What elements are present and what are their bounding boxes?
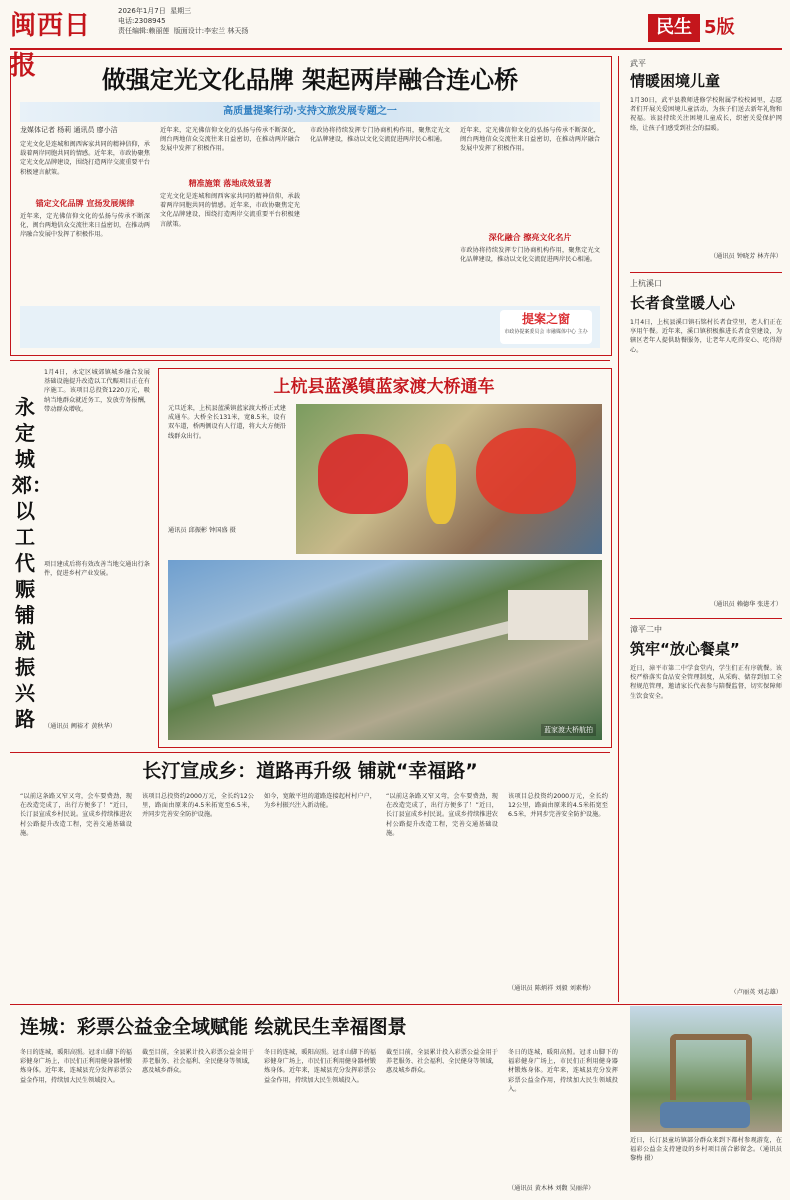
masthead-info [118, 6, 248, 36]
lead-title: 做强定光文化品牌 架起两岸融合连心桥 [101, 66, 519, 94]
page-number: 5版 [704, 17, 735, 38]
changting-col3: 如今，宽敞平坦的道路连接起村村户户，为乡村振兴注入新动能。 [264, 793, 376, 810]
yongding-byline: （通讯员 阙裕才 黄秋华） [44, 723, 116, 730]
section-divider [10, 360, 610, 361]
lead-subhead-2: 精准施策 落地成效显著 [188, 179, 272, 188]
lead-col2-text: 近年来，定光佛信仰文化的弘扬与传承不断深化，闽台两地信众交流往来日益密切，在推动两岸融合发展中发挥了积极作用。 [160, 127, 300, 153]
liancheng-col2: 截至目前，全县累计投入彩票公益金用于养老服务、社会福利、全民健身等领域，惠及城乡群众。 [142, 1049, 254, 1075]
section-name: 民生 [648, 14, 700, 42]
proposal-window-badge [500, 310, 592, 344]
lion-costume-shape [318, 434, 408, 514]
group-shape [660, 1102, 750, 1128]
yongding-text-2: 项目建成后将有效改善当地交通出行条件，促进乡村产业发展。 [44, 561, 150, 578]
liancheng-col4: 截至目前，全县累计投入彩票公益金用于养老服务、社会福利、全民健身等领域，惠及城乡群众。 [386, 1049, 498, 1075]
section-divider [10, 752, 610, 753]
zhangping-title: 筑牢“放心餐桌” [630, 640, 740, 658]
yongding-text: 1月4日，永定区城郊镇城乡融合发展基础设施提升改造以工代赈项目正在有序施工。该项目总投资1220万元，吸纳当地群众就近务工，发放劳务报酬，带动群众增收。 [44, 369, 150, 413]
lead-subhead-1: 锚定文化品牌 宣扬发展规律 [35, 199, 135, 208]
wuping-byline: （通讯员 钟晓芳 林卉萍） [710, 253, 782, 260]
bridge-title: 上杭县蓝溪镇蓝家渡大桥通车 [273, 377, 495, 397]
lead-byline: 龙媒体记者 杨莉 通讯员 廖小洁 [20, 126, 118, 134]
buildings-shape [508, 590, 588, 640]
zhangping-byline: （卢丽英 刘志雄） [730, 989, 782, 996]
issue-date: 2026年1月7日 [118, 7, 166, 15]
zhangping-kicker: 漳平二中 [630, 625, 662, 634]
lion-costume-shape-2 [476, 428, 576, 514]
lead-col4-text: 近年来，定光佛信仰文化的弘扬与传承不断深化，闽台两地信众交流往来日益密切，在推动两岸融合发展中发挥了积极作用。 [460, 127, 600, 153]
zhangping-text: 近日，漳平市第二中学食堂内，学生们正有序就餐。该校严格落实食品安全管理制度，从采购、储存到加工全程规范管理，邀请家长代表参与陪餐监督，切实保障师生饮食安全。 [630, 665, 782, 700]
column-divider [618, 56, 619, 1002]
lead-col4-paragraph: 市政协将持续发挥专门协商机构作用，聚焦定光文化品牌建设，推动以文化交流促进两岸民心相通。 [460, 247, 600, 264]
editor: 责任编辑:赖丽莲 [118, 27, 170, 35]
right-divider [630, 618, 782, 619]
village-gate-photo [630, 1006, 782, 1132]
village-gate-caption: 近日，长汀县童坊镇部分群众来到下都村参观游览，在福彩公益金支持建设的乡村项目前合影留念。（通讯员 黎梅 摄） [630, 1137, 782, 1163]
proposal-window-sub: 市政协提案委员会 市融媒体中心 主办 [504, 329, 588, 335]
changting-col1: “以前这条路又窄又弯，会车要费劲，现在改造完成了，出行方便多了！”近日，长汀县宣成乡村民说。宣成乡持续推进农村公路提升改造工程，完善交通基础设施。 [20, 793, 132, 837]
lead-col2-paragraph: 定光文化是连城和闽西客家共同的精神信仰，承载着两岸同胞共同的情感。近年来，市政协聚焦定光文化品牌建设，围绕打造两岸交流重要平台积极建言献策。 [160, 193, 300, 228]
xikou-byline: （通讯员 赖德华 张进才） [710, 601, 782, 608]
bridge-photo-caption: 蓝家渡大桥航拍 [541, 724, 596, 736]
xikou-title: 长者食堂暖人心 [630, 294, 736, 312]
changting-col4: “以前这条路又窄又弯，会车要费劲，现在改造完成了，出行方便多了！”近日，长汀县宣成乡村民说。宣成乡持续推进农村公路提升改造工程，完善交通基础设施。 [386, 793, 498, 837]
wuping-title: 情暖困境儿童 [630, 72, 721, 90]
xikou-kicker: 上杭溪口 [630, 279, 662, 288]
bridge-text: 元旦近来，上杭县蓝溪镇蓝家渡大桥正式建成通车。大桥全长131米，宽8.5米，设有双车道，桥两侧设有人行道，将大大方便沿线群众出行。 [168, 405, 286, 440]
xikou-text: 1月4日，上杭县溪口镇石铭村长者食堂里，老人们正在享用午餐。近年来，溪口镇积极推进长者食堂建设，为辖区老年人提供助餐服务，让老年人吃得安心、吃得舒心。 [630, 319, 782, 354]
changting-byline: （通讯员 陈炳祥 刘毅 刘素梅） [508, 985, 595, 992]
liancheng-byline: （通讯员 黄木林 刘馥 吴丽萍） [508, 1185, 595, 1192]
liancheng-col1: 冬日的连城，暖阳高照。冠豸山脚下的福彩健身广场上，市民们正利用健身器材锻炼身体。近年来，连城县充分发挥彩票公益金作用，持续加大民生领域投入。 [20, 1049, 132, 1084]
section-label [648, 14, 735, 42]
wuping-kicker: 武平 [630, 59, 646, 68]
liancheng-col5: 冬日的连城，暖阳高照。冠豸山脚下的福彩健身广场上，市民们正利用健身器材锻炼身体。近年来，连城县充分发挥彩票公益金作用，持续加大民生领域投入。 [508, 1049, 618, 1093]
liancheng-col3: 冬日的连城，暖阳高照。冠豸山脚下的福彩健身广场上，市民们正利用健身器材锻炼身体。近年来，连城县充分发挥彩票公益金作用，持续加大民生领域投入。 [264, 1049, 376, 1084]
changting-col2: 该项目总投资约2000万元，全长约12公里，路面由原来的4.5米拓宽至6.5米，并同步完善安全防护设施。 [142, 793, 254, 819]
proposal-window-title: 提案之窗 [521, 312, 570, 326]
wuping-text: 1月30日，武平县教师进修学校附属学校校园里，志愿者们开展关爱困境儿童活动，为孩子们送去新年礼物和祝福。该县持续关注困境儿童成长，织密关爱保护网络，让孩子们感受到社会的温暖。 [630, 97, 782, 132]
yongding-title: 永定城郊：以工代赈铺就振兴路 [12, 395, 52, 731]
liancheng-title: 连城：彩票公益金全域赋能 绘就民生幸福图景 [20, 1016, 407, 1038]
phone: 电话:2308945 [118, 17, 166, 25]
designer: 版面设计:李宏兰 [173, 27, 226, 35]
lead-banner [20, 102, 600, 122]
lead-paragraph-1: 定光文化是连城和闽西客家共同的精神信仰，承载着两岸同胞共同的情感。近年来，市政协聚焦定光文化品牌建设，围绕打造两岸交流重要平台积极建言献策。 [20, 141, 150, 176]
bridge-aerial-photo [168, 560, 602, 740]
performer-shape [426, 444, 456, 524]
proofreader: 林天扬 [227, 27, 249, 35]
lead-col3-text: 市政协将持续发挥专门协商机构作用，聚焦定光文化品牌建设，推动以文化交流促进两岸民心相通。 [310, 127, 450, 144]
gate-arch-shape [670, 1034, 752, 1100]
changting-title: 长汀宣成乡：道路再升级 铺就“幸福路” [142, 760, 478, 782]
lion-dance-photo [296, 404, 602, 554]
issue-weekday: 星期三 [170, 7, 192, 15]
lead-subhead-3: 深化融合 擦亮文化名片 [488, 233, 572, 242]
lead-paragraph-2: 近年来，定光佛信仰文化的弘扬与传承不断深化，闽台两地信众交流往来日益密切，在推动两岸融合发展中发挥了积极作用。 [20, 213, 150, 239]
changting-col5: 该项目总投资约2000万元，全长约12公里，路面由原来的4.5米拓宽至6.5米，并同步完善安全防护设施。 [508, 793, 608, 819]
lead-footer-strip [20, 306, 600, 348]
section-divider [10, 1004, 782, 1005]
newspaper-logo: 闽西日报 [10, 11, 92, 81]
masthead-rule [10, 48, 782, 50]
lead-banner-text: 高质量提案行动·支持文旅发展专题之一 [223, 106, 397, 117]
bridge-byline: 通讯员 邱振彬 钟国盛 摄 [168, 527, 236, 534]
right-divider [630, 272, 782, 273]
